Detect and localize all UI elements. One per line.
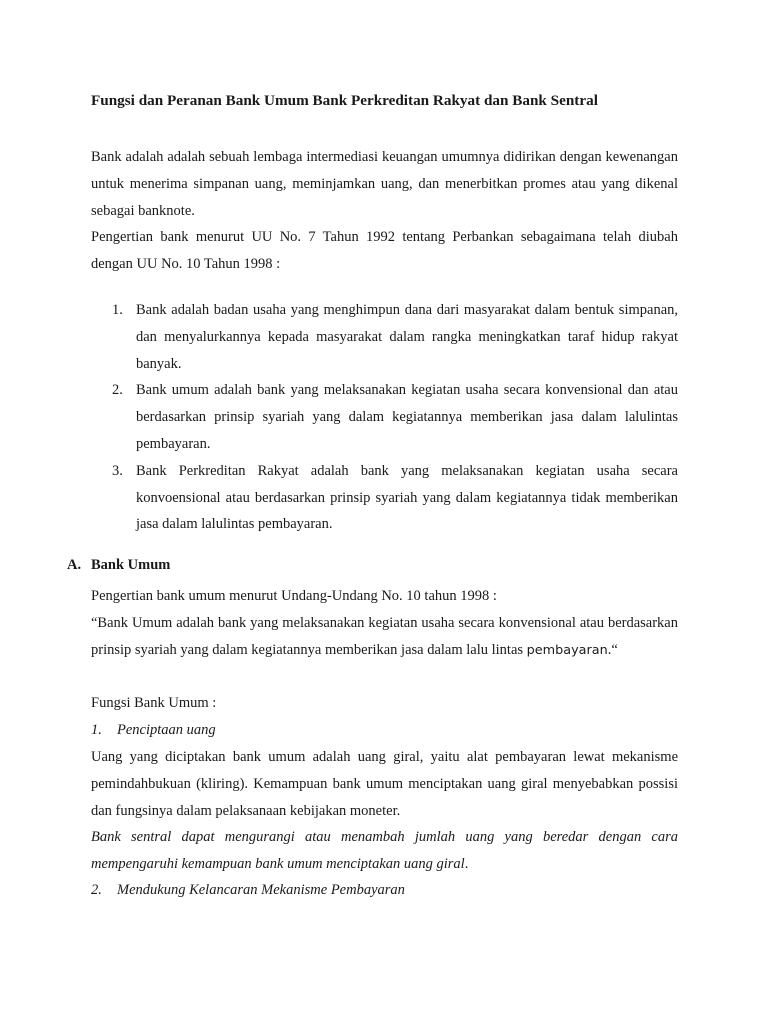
- list-item-number: 1.: [112, 302, 123, 318]
- intro-paragraph: Bank adalah adalah sebuah lembaga intermediasi keuangan umumnya didirikan dengan kewenangan untuk menerima simpanan uang, meminjamkan uang, dan menerbitkan promes atau yang dikenal sebagai banknote.: [91, 149, 678, 219]
- function-1-note-end: .: [464, 855, 469, 872]
- section-letter: A.: [67, 557, 82, 573]
- function-1-note: [91, 824, 678, 878]
- list-item: [112, 297, 678, 377]
- list-item: [112, 377, 678, 457]
- section-heading-text: Bank Umum: [91, 557, 171, 573]
- list-item-text: Bank Perkreditan Rakyat adalah bank yang melaksanakan kegiatan usaha secara konvoensional atau berdasarkan prinsip syariah yang dalam kegiatannya tidak memberikan jasa dalam lalulintas pembayaran.: [136, 462, 678, 533]
- quote-close: .“: [607, 641, 618, 658]
- function-1-heading: [91, 717, 678, 744]
- functions-label: Fungsi Bank Umum :: [91, 695, 217, 711]
- function-1-number: 1.: [91, 722, 102, 738]
- quote-text: “Bank Umum adalah bank yang melaksanakan kegiatan usaha secara konvensional atau berdasarkan prinsip syariah yang dalam kegiatannya memberikan jasa dalam lalu lintas: [91, 615, 678, 658]
- quote-last-word: pembayaran: [526, 642, 608, 658]
- list-item-text: Bank adalah badan usaha yang menghimpun dana dari masyarakat dalam bentuk simpanan, dan menyalurkannya kepada masyarakat dalam rangka meningkatkan taraf hidup rakyat banyak.: [136, 302, 678, 372]
- list-item-text: Bank umum adalah bank yang melaksanakan kegiatan usaha secara konvensional dan atau berdasarkan prinsip syariah yang dalam kegiatannya memberikan jasa dalam lalulintas pembayaran.: [136, 382, 678, 452]
- function-1-title: Penciptaan uang: [117, 722, 216, 738]
- list-item: [112, 458, 678, 538]
- bank-umum-quote: [91, 610, 678, 665]
- function-1-body: Uang yang diciptakan bank umum adalah uang giral, yaitu alat pembayaran lewat mekanisme pemindahbukuan (kliring). Kemampuan bank umum menciptakan uang giral menyebabkan possisi dan fungsinya dalam pelaksanaan kebijakan moneter.: [91, 749, 678, 819]
- function-2-heading: [91, 877, 678, 904]
- definition-intro-paragraph: Pengertian bank menurut UU No. 7 Tahun 1992 tentang Perbankan sebagaimana telah diubah dengan UU No. 10 Tahun 1998 :: [91, 229, 678, 272]
- list-item-number: 3.: [112, 462, 123, 479]
- function-2-number: 2.: [91, 882, 102, 898]
- document-title: Fungsi dan Peranan Bank Umum Bank Perkreditan Rakyat dan Bank Sentral: [91, 92, 598, 109]
- definition-list: [112, 297, 678, 538]
- function-2-title: Mendukung Kelancaran Mekanisme Pembayaran: [117, 882, 405, 898]
- section-heading-bank-umum: [67, 557, 170, 574]
- bank-umum-definition-intro: Pengertian bank umum menurut Undang-Undang No. 10 tahun 1998 :: [91, 588, 497, 604]
- list-item-number: 2.: [112, 382, 123, 399]
- function-1-note-text: Bank sentral dapat mengurangi atau menambah jumlah uang yang beredar dengan cara mempengaruhi kemampuan bank umum menciptakan uang giral: [91, 829, 678, 872]
